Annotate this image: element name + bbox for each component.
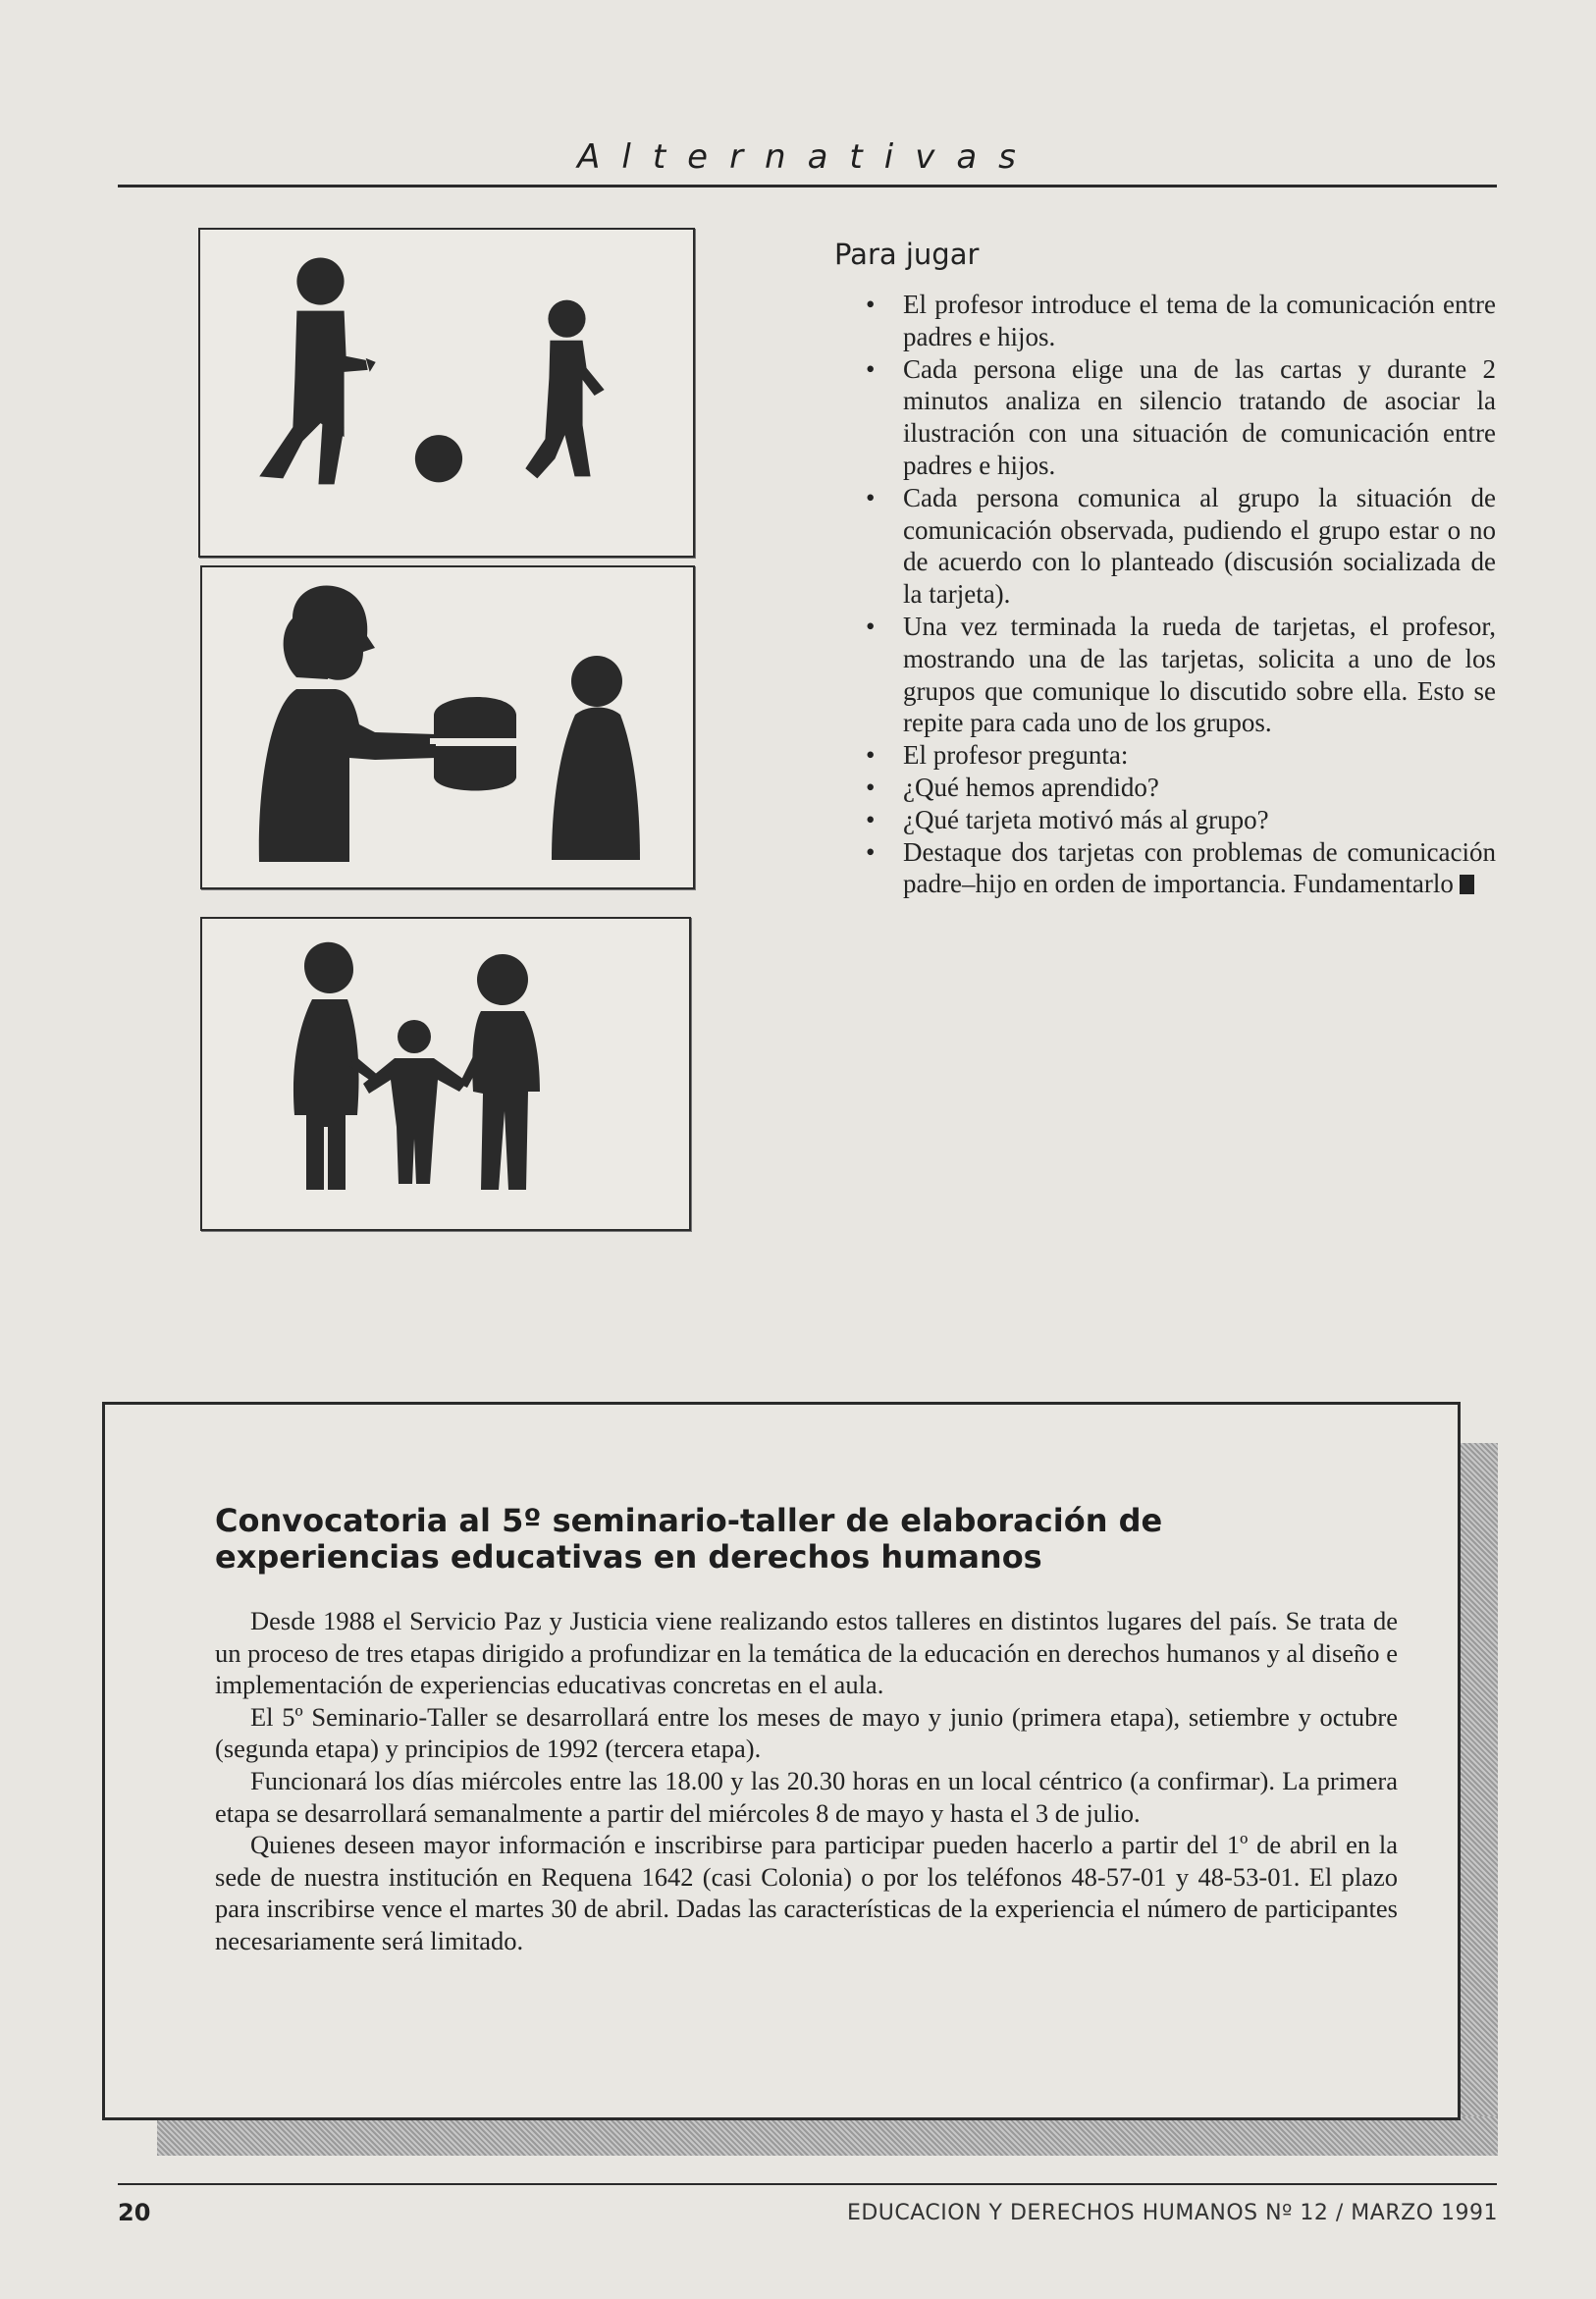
list-item: • ¿Qué tarjeta motivó más al grupo? xyxy=(866,804,1496,836)
illustration-card-gift xyxy=(200,565,695,889)
father-child-ball-icon xyxy=(200,230,693,556)
footer-rule xyxy=(118,2183,1497,2185)
header-rule xyxy=(118,185,1497,187)
publication-line: EDUCACION Y DERECHOS HUMANOS Nº 12 / MARZO 1991 xyxy=(846,2201,1498,2225)
announcement-body xyxy=(215,1605,1398,1957)
end-of-article-icon xyxy=(1460,875,1474,894)
activity-title: Para jugar xyxy=(834,238,980,271)
list-item: • Cada persona elige una de las cartas y durante 2 minutos analiza en silencio tratando de asociar la ilustración con una situación de comunicación entre padres e hijos. xyxy=(866,353,1496,482)
last-step-text: Destaque dos tarjetas con problemas de comunicación padre–hijo en orden de importancia. Fundamentarlo xyxy=(903,836,1496,899)
running-head: Alternativas xyxy=(577,137,1037,177)
list-item: • El profesor pregunta: xyxy=(866,739,1496,772)
list-item: • Cada persona comunica al grupo la situación de comunicación observada, pudiendo el grupo estar o no de acuerdo con lo planteado (discusión socializada de la tarjeta). xyxy=(866,482,1496,611)
announcement-paragraph: Desde 1988 el Servicio Paz y Justicia viene realizando estos talleres en distintos lugares del país. Se trata de un proceso de tres etapas dirigido a profundizar en la temática de la educación en derechos humanos y al diseño e implementación de experiencias educativas concretas en el aula. xyxy=(215,1606,1398,1700)
illustration-card-ball xyxy=(198,228,695,558)
announcement-box xyxy=(102,1402,1461,2120)
box-shadow-bottom xyxy=(157,2116,1498,2156)
illustration-card-family xyxy=(200,917,691,1231)
list-item: • El profesor introduce el tema de la comunicación entre padres e hijos. xyxy=(866,289,1496,353)
list-item xyxy=(866,836,1496,901)
announcement-paragraph: El 5º Seminario-Taller se desarrollará entre los meses de mayo y junio (primera etapa), setiembre y octubre (segunda etapa) y principios de 1992 (tercera etapa). xyxy=(215,1701,1398,1764)
page-number: 20 xyxy=(118,2199,151,2226)
announcement-paragraph: Funcionará los días miércoles entre las 18.00 y las 20.30 horas en un local céntrico (a confirmar). La primera etapa se desarrollará semanalmente a partir del miércoles 8 de mayo y hasta el 3 de julio. xyxy=(215,1765,1398,1828)
list-item: • Una vez terminada la rueda de tarjetas, el profesor, mostrando una de las tarjetas, solicita a uno de los grupos que comunique lo discutido sobre ella. Esto se repite para cada uno de los grupos. xyxy=(866,611,1496,739)
activity-steps-list xyxy=(866,289,1496,900)
list-item: • ¿Qué hemos aprendido? xyxy=(866,772,1496,804)
box-shadow-right xyxy=(1459,1443,1498,2156)
parent-gift-child-icon xyxy=(202,567,693,887)
family-holding-hands-icon xyxy=(202,919,689,1229)
announcement-paragraph: Quienes deseen mayor información e inscribirse para participar pueden hacerlo a partir del 1º de abril en la sede de nuestra institución en Requena 1642 (casi Colonia) o por los teléfonos 48-57-01 y 48-53-01. El plazo para inscribirse vence el martes 30 de abril. Dadas las características de la experiencia el número de participantes necesariamente será limitado. xyxy=(215,1830,1398,1955)
announcement-title: Convocatoria al 5º seminario-taller de elaboración de experiencias educativas en derechos humanos xyxy=(215,1502,1163,1576)
